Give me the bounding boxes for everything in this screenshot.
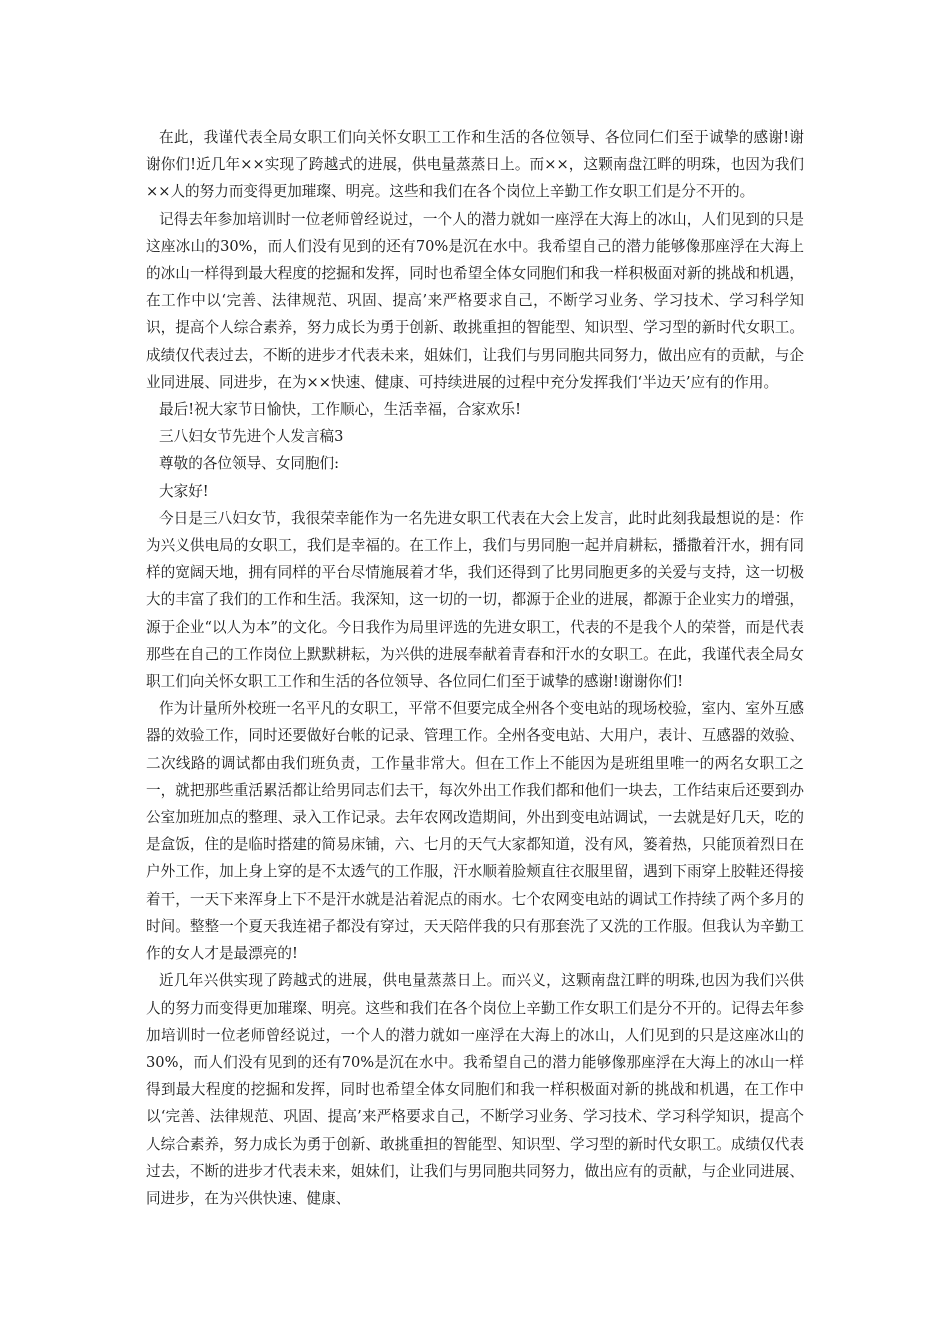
section-heading: 三八妇女节先进个人发言稿3 [159, 428, 344, 446]
paragraph-work-description: 作为计量所外校班一名平凡的女职工，平常不但要完成全州各个变电站的现场校验，室内、室外互感器的效验工作，同时还要做好台帐的记录、管理工作。全州各变电站、大用户，表计、互感器的效验、二次线路的调试都由我们班负责，工作量非常大。但在工作上不能因为是班组里唯一的两名女职工之一，就把那些重活累活都让给男同志们去干，每次外出工作我们都和他们一块去，工作结束后还要到办公室加班加点的整理、录入工作记录。去年农网改造期间，外出到变电站调试，一去就是好几天，吃的是盒饭，住的是临时搭建的简易床铺，六、七月的天气大家都知道，没有风，篓着热，只能顶着烈日在户外工作，加上身上穿的是不太透气的工作服，汗水顺着脸颊直往衣服里留，遇到下雨穿上胶鞋还得接着干，一天下来浑身上下不是汗水就是沾着泥点的雨水。七个农网变电站的调试工作持续了两个多月的时间。整整一个夏天我连裙子都没有穿过，天天陪伴我的只有那套洗了又洗的工作服。但我认为辛勤工作的女人才是最漂亮的! [146, 700, 804, 963]
greeting: 大家好! [159, 482, 209, 500]
paragraph-womens-day: 今日是三八妇女节，我很荣幸能作为一名先进女职工代表在大会上发言，此时此刻我最想说的是：作为兴义供电局的女职工，我们是幸福的。在工作上，我们与男同胞一起并肩耕耘，播撒着汗水，拥有同样的宽阔天地，拥有同样的平台尽情施展着才华，我们还得到了比男同胞更多的关爱与支持，这一切极大的丰富了我们的工作和生活。我深知，这一切的一切，都源于企业的进展，都源于企业实力的增强，源于企业“以人为本”的文化。今日我作为局里评选的先进女职工，代表的不是我个人的荣誉，而是代表那些在自己的工作岗位上默默耕耘，为兴供的进展奉献着青春和汗水的女职工。在此，我谨代表全局女职工们向关怀女职工工作和生活的各位领导、各位同仁们至于诚挚的感谢!谢谢你们! [146, 509, 804, 691]
paragraph-iceberg: 记得去年参加培训时一位老师曾经说过，一个人的潜力就如一座浮在大海上的冰山，人们见到的只是这座冰山的30%，而人们没有见到的还有70%是沉在水中。我希望自己的潜力能够像那座浮在大海上的冰山一样得到最大程度的挖掘和发挥，同时也希望全体女同胞们和我一样积极面对新的挑战和机遇，在工作中以‘完善、法律规范、巩固、提高’来严格要求自己，不断学习业务、学习技术、学习科学知识，提高个人综合素养，努力成长为勇于创新、敢挑重担的智能型、知识型、学习型的新时代女职工。成绩仅代表过去，不断的进步才代表未来，姐妹们，让我们与男同胞共同努力，做出应有的贡献，与企业同进展、同进步，在为××快速、健康、可持续进展的过程中充分发挥我们‘半边天’应有的作用。 [146, 210, 804, 391]
paragraph-closing-wishes: 最后!祝大家节日愉快，工作顺心，生活幸福，合家欢乐! [159, 401, 521, 419]
paragraph-thanks: 在此，我谨代表全局女职工们向关怀女职工工作和生活的各位领导、各位同仁们至于诚挚的感谢!谢谢你们!近几年××实现了跨越式的进展，供电量蒸蒸日上。而××，这颗南盘江畔的明珠，也因为我们××人的努力而变得更加璀璨、明亮。这些和我们在各个岗位上辛勤工作女职工们是分不开的。 [146, 129, 804, 201]
paragraph-development: 近几年兴供实现了跨越式的进展，供电量蒸蒸日上。而兴义，这颗南盘江畔的明珠,也因为我们兴供人的努力而变得更加璀璨、明亮。这些和我们在各个岗位上辛勤工作女职工们是分不开的。记得去年参加培训时一位老师曾经说过，一个人的潜力就如一座浮在大海上的冰山，人们见到的只是这座冰山的30%，而人们没有见到的还有70%是沉在水中。我希望自己的潜力能够像那座浮在大海上的冰山一样得到最大程度的挖掘和发挥，同时也希望全体女同胞们和我一样积极面对新的挑战和机遇，在工作中以‘完善、法律规范、巩固、提高’来严格要求自己，不断学习业务、学习技术、学习科学知识，提高个人综合素养，努力成长为勇于创新、敢挑重担的智能型、知识型、学习型的新时代女职工。成绩仅代表过去，不断的进步才代表未来，姐妹们，让我们与男同胞共同努力，做出应有的贡献，与企业同进展、同进步，在为兴供快速、健康、 [146, 972, 804, 1207]
document-body [146, 124, 804, 1212]
salutation: 尊敬的各位领导、女同胞们: [159, 455, 340, 473]
